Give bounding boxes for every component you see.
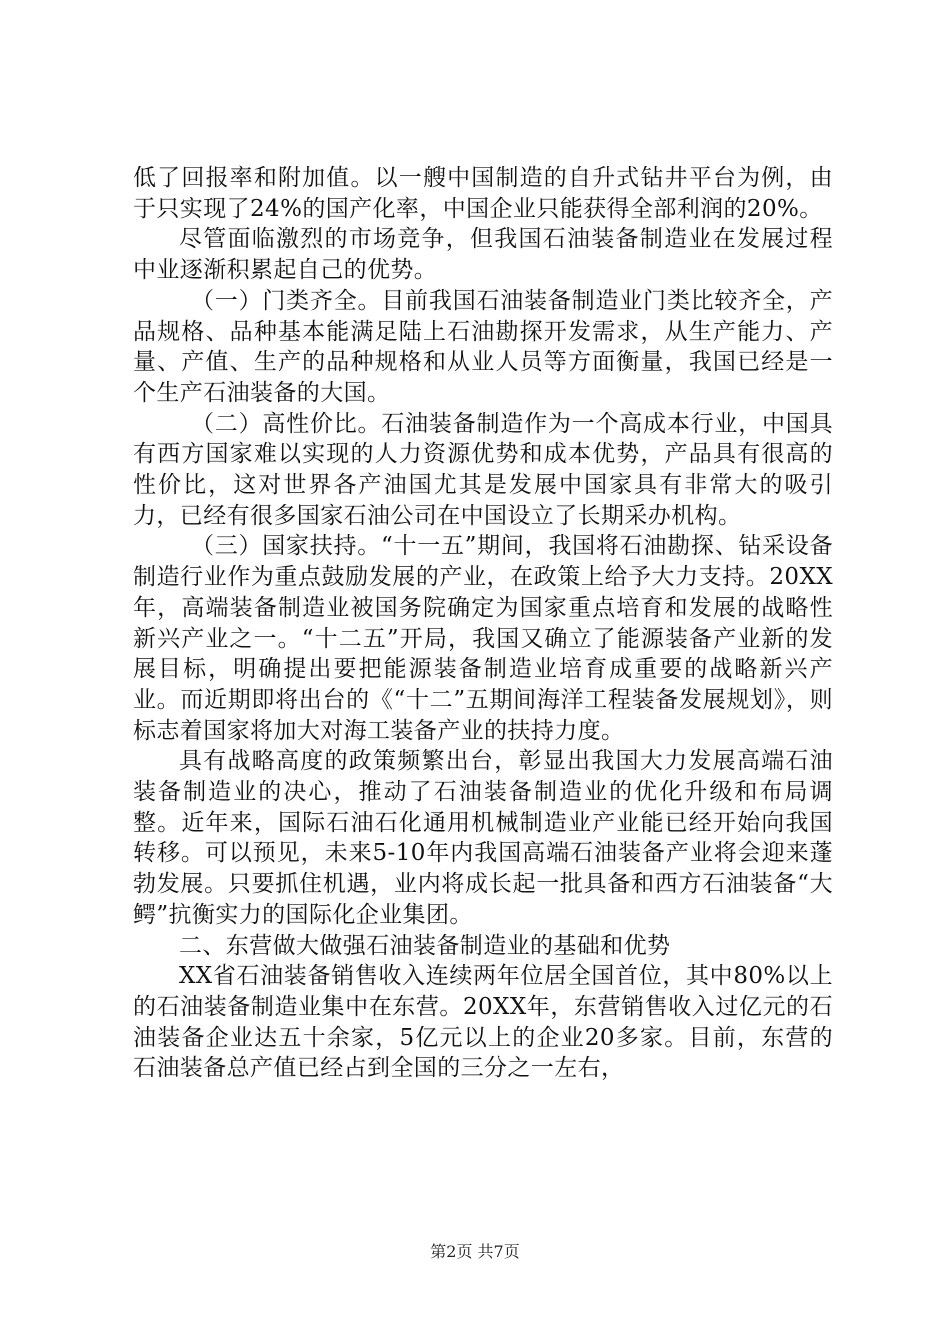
paragraph-cost-performance: （二）高性价比。石油装备制造作为一个高成本行业，中国具有西方国家难以实现的人力资源优势和成本优势，产品具有很高的性价比，这对世界各产油国尤其是发展中国家具有非常大的吸引力，已经有很多国家石油公司在中国设立了长期采办机构。 [133,410,833,529]
paragraph-dongying-sales: XX省石油装备销售收入连续两年位居全国首位，其中80%以上的石油装备制造业集中在东营。20XX年，东营销售收入过亿元的石油装备企业达五十余家，5亿元以上的企业20多家。目前，东营的石油装备总产值已经占到全国的三分之一左右， [133,963,833,1082]
paragraph-advantages-intro: 尽管面临激烈的市场竞争，但我国石油装备制造业在发展过程中业逐渐积累起自己的优势。 [133,226,833,284]
paragraph-national-support: （三）国家扶持。“十一五”期间，我国将石油勘探、钻采设备制造行业作为重点鼓励发展的产业，在政策上给予大力支持。20XX年，高端装备制造业被国务院确定为国家重点培育和发展的战略性新兴产业之一。“十二五”开局，我国又确立了能源装备产业新的发展目标，明确提出要把能源装备制造业培育成重要的战略新兴产业。而近期即将出台的《“十二”五期间海洋工程装备发展规划》，则标志着国家将加大对海工装备产业的扶持力度。 [133,533,833,744]
paragraph-complete-categories: （一）门类齐全。目前我国石油装备制造业门类比较齐全，产品规格、品种基本能满足陆上石油勘探开发需求，从生产能力、产量、产值、生产的品种规格和从业人员等方面衡量，我国已经是一个生产石油装备的大国。 [133,287,833,406]
paragraph-continuation: 低了回报率和附加值。以一艘中国制造的自升式钻井平台为例，由于只实现了24%的国产化率，中国企业只能获得全部利润的20%。 [133,165,833,222]
section-heading-dongying: 二、东营做大做强石油装备制造业的基础和优势 [179,932,671,959]
page-footer: 第2页 共7页 [430,1242,520,1261]
paragraph-policy-outlook: 具有战略高度的政策频繁出台，彰显出我国大力发展高端石油装备制造业的决心，推动了石油装备制造业的优化升级和布局调整。近年来，国际石油石化通用机械制造业产业能已经开始向我国转移。可以预见，未来5-10年内我国高端石油装备产业将会迎来蓬勃发展。只要抓住机遇，业内将成长起一批具备和西方石油装备“大鳄”抗衡实力的国际化企业集团。 [133,748,833,928]
document-body [133,163,833,1084]
